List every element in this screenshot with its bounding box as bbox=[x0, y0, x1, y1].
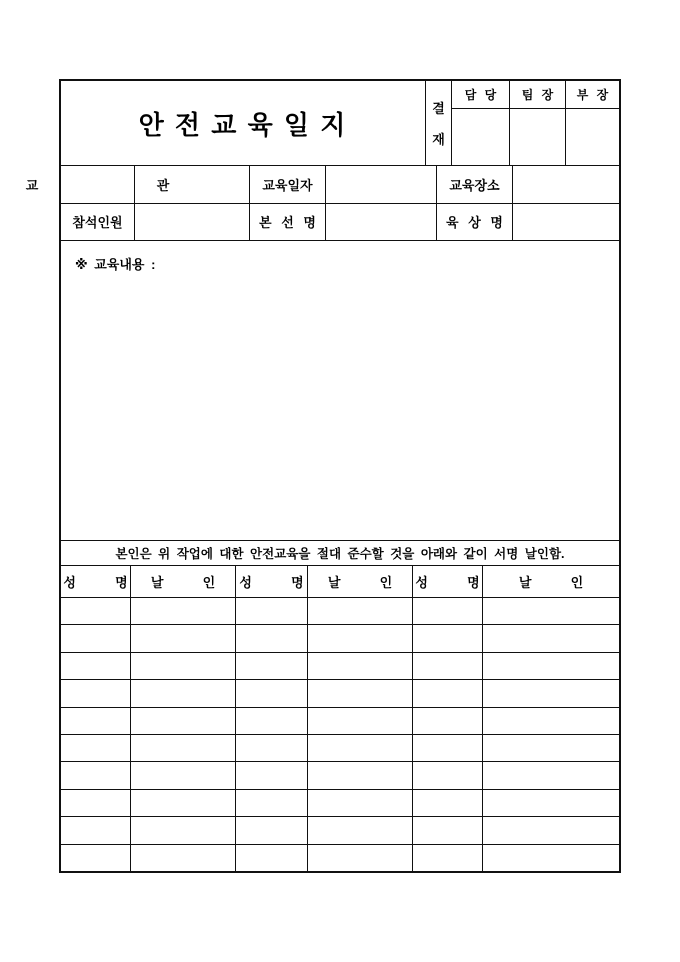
signature-seal-cell bbox=[308, 845, 413, 871]
signature-table-header bbox=[61, 566, 619, 598]
signature-name-cell bbox=[413, 735, 483, 761]
signature-name-cell bbox=[236, 680, 308, 706]
signature-name-cell bbox=[61, 598, 131, 624]
pledge-statement: 본인은 위 작업에 대한 안전교육을 절대 준수할 것을 아래와 같이 서명 날인함. bbox=[61, 541, 619, 566]
info-row-2 bbox=[61, 204, 619, 241]
signature-seal-cell bbox=[308, 680, 413, 706]
shore-name-label: 육 상 명 bbox=[437, 204, 513, 241]
signature-name-cell bbox=[236, 762, 308, 788]
safety-education-form bbox=[25, 79, 621, 873]
signature-name-cell bbox=[61, 790, 131, 816]
approval-role-header-row bbox=[452, 81, 619, 109]
instructor-value bbox=[135, 166, 250, 203]
approval-signature-cell-staff bbox=[452, 109, 510, 165]
signature-seal-cell bbox=[308, 653, 413, 679]
signature-rows bbox=[61, 598, 619, 871]
signature-seal-cell bbox=[483, 790, 619, 816]
signature-seal-cell bbox=[483, 625, 619, 651]
signature-name-cell bbox=[413, 598, 483, 624]
signature-name-cell bbox=[61, 762, 131, 788]
signature-name-cell bbox=[236, 653, 308, 679]
signature-seal-cell bbox=[131, 598, 236, 624]
approval-signature-cell-team-leader bbox=[510, 109, 566, 165]
signature-seal-cell bbox=[483, 680, 619, 706]
signature-seal-cell bbox=[483, 735, 619, 761]
signature-name-cell bbox=[413, 845, 483, 871]
signature-seal-cell bbox=[131, 708, 236, 734]
signature-header-seal-3: 날 인 bbox=[518, 575, 584, 590]
instructor-label: 교 관 bbox=[61, 166, 135, 203]
signature-seal-cell bbox=[131, 680, 236, 706]
signature-seal-cell bbox=[308, 735, 413, 761]
approval-role-staff: 담 당 bbox=[452, 81, 510, 108]
signature-name-cell bbox=[236, 817, 308, 843]
education-date-label: 교육일자 bbox=[250, 166, 326, 203]
signature-name-cell bbox=[61, 708, 131, 734]
signature-name-cell bbox=[413, 790, 483, 816]
signature-seal-cell bbox=[131, 762, 236, 788]
ship-name-value bbox=[326, 204, 437, 241]
signature-row bbox=[61, 817, 619, 844]
signature-name-cell bbox=[413, 680, 483, 706]
signature-name-cell bbox=[236, 708, 308, 734]
signature-name-cell bbox=[61, 735, 131, 761]
signature-name-cell bbox=[61, 680, 131, 706]
approval-role-department-head: 부 장 bbox=[576, 88, 609, 102]
signature-row bbox=[61, 790, 619, 817]
signature-header-name-2: 성 명 bbox=[236, 566, 308, 597]
signature-name-cell bbox=[413, 708, 483, 734]
signature-row bbox=[61, 653, 619, 680]
signature-seal-cell bbox=[308, 762, 413, 788]
signature-seal-cell bbox=[308, 790, 413, 816]
signature-row bbox=[61, 845, 619, 871]
signature-seal-cell bbox=[483, 845, 619, 871]
approval-grid bbox=[452, 81, 619, 165]
signature-row bbox=[61, 762, 619, 789]
signature-name-cell bbox=[413, 625, 483, 651]
approval-signature-row bbox=[452, 109, 619, 165]
attendees-label: 참석인원 bbox=[61, 204, 135, 241]
signature-header-name-1: 성 명 bbox=[61, 566, 131, 597]
info-block bbox=[25, 166, 619, 241]
signature-name-cell bbox=[413, 762, 483, 788]
signature-row bbox=[61, 735, 619, 762]
approval-stamp-label-bottom: 재 bbox=[432, 131, 445, 147]
signature-name-cell bbox=[413, 653, 483, 679]
education-content-section bbox=[61, 241, 619, 541]
education-date-value bbox=[326, 166, 437, 203]
signature-row bbox=[61, 680, 619, 707]
signature-row bbox=[61, 708, 619, 735]
signature-name-cell bbox=[61, 817, 131, 843]
signature-seal-cell bbox=[308, 817, 413, 843]
signature-header-seal-2: 날 인 bbox=[308, 566, 413, 597]
signature-seal-cell bbox=[483, 817, 619, 843]
signature-seal-cell bbox=[483, 708, 619, 734]
signature-row bbox=[61, 625, 619, 652]
approval-role-team-leader: 팀 장 bbox=[510, 81, 566, 108]
signature-name-cell bbox=[236, 598, 308, 624]
signature-seal-cell bbox=[131, 653, 236, 679]
education-place-value bbox=[513, 166, 619, 203]
signature-header-name-3: 성 명 bbox=[413, 566, 483, 597]
signature-row bbox=[61, 598, 619, 625]
form-header bbox=[61, 81, 619, 166]
info-row-1 bbox=[25, 166, 619, 204]
signature-seal-cell bbox=[483, 598, 619, 624]
signature-header-seal-1: 날 인 bbox=[131, 566, 236, 597]
signature-seal-cell bbox=[131, 735, 236, 761]
attendees-value bbox=[135, 204, 250, 241]
signature-name-cell bbox=[236, 735, 308, 761]
signature-seal-cell bbox=[308, 708, 413, 734]
signature-name-cell bbox=[61, 845, 131, 871]
signature-seal-cell bbox=[131, 625, 236, 651]
signature-seal-cell bbox=[483, 653, 619, 679]
education-place-label: 교육장소 bbox=[437, 166, 513, 203]
education-content-label: ※ 교육내용 : bbox=[75, 257, 156, 272]
signature-seal-cell bbox=[131, 845, 236, 871]
signature-seal-cell bbox=[308, 598, 413, 624]
approval-stamp-label bbox=[425, 81, 452, 165]
signature-name-cell bbox=[236, 790, 308, 816]
signature-seal-cell bbox=[483, 762, 619, 788]
signature-name-cell bbox=[413, 817, 483, 843]
approval-signature-cell-department-head bbox=[566, 109, 619, 165]
ship-name-label: 본 선 명 bbox=[250, 204, 326, 241]
signature-name-cell bbox=[236, 845, 308, 871]
form-title: 안 전 교 육 일 지 bbox=[138, 109, 348, 140]
shore-name-value bbox=[513, 204, 619, 241]
signature-seal-cell bbox=[131, 790, 236, 816]
signature-seal-cell bbox=[308, 625, 413, 651]
signature-name-cell bbox=[236, 625, 308, 651]
signature-name-cell bbox=[61, 625, 131, 651]
approval-stamp-label-top: 결 bbox=[432, 101, 445, 117]
signature-seal-cell bbox=[131, 817, 236, 843]
signature-name-cell bbox=[61, 653, 131, 679]
